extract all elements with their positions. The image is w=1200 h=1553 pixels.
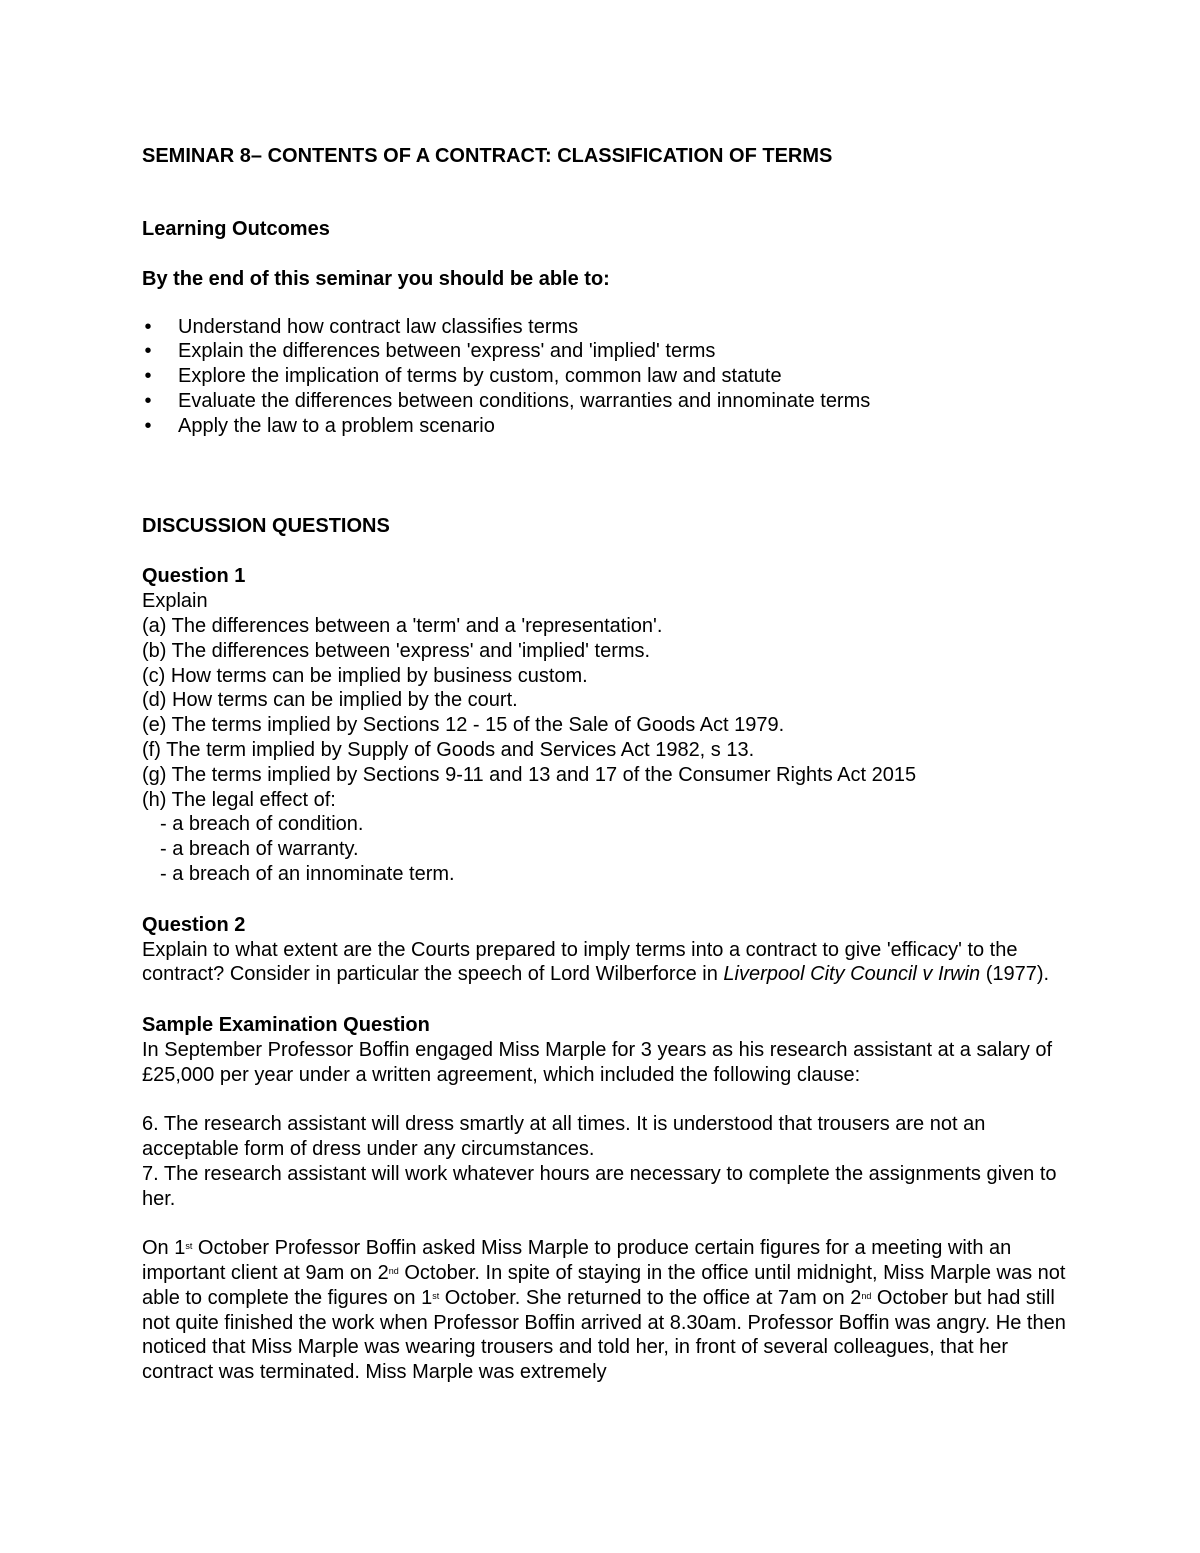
- ordinal-suffix: nd: [861, 1290, 872, 1301]
- learning-outcomes-intro: By the end of this seminar you should be able to:: [142, 267, 610, 290]
- scenario-text: October Professor Boffin asked Miss Marple to produce certain figures for a meeting with an important client at 9am on 2: [142, 1237, 1012, 1285]
- scenario-text: On 1: [142, 1237, 186, 1260]
- scenario-text: October but had still not quite finished the work when Professor Boffin arrived at 8.30am. Professor Boffin was angry. He then noticed that Miss Marple was wearing trousers and told her, in front of several colleagues, that her contract was terminated. Miss Marple was extremely: [142, 1286, 1066, 1384]
- ordinal-suffix: st: [432, 1290, 440, 1301]
- question-2-text: [142, 938, 1072, 988]
- learning-outcomes-heading: Learning Outcomes: [142, 218, 330, 240]
- question-2-text-before: Explain to what extent are the Courts prepared to imply terms into a contract to give 'efficacy' to the contract? Consider in particular the speech of Lord Wilberforce in: [142, 938, 1018, 986]
- scenario-paragraph: [142, 1236, 1072, 1385]
- spacer: [142, 1088, 1072, 1113]
- question-2-title: Question 2: [142, 913, 246, 936]
- sample-examination-question: [142, 1013, 1072, 1385]
- ordinal-suffix: nd: [388, 1266, 399, 1277]
- list-item-text: Explore the implication of terms by custom, common law and statute: [178, 365, 782, 388]
- list-item-text: Explain the differences between 'express' and 'implied' terms: [178, 340, 716, 363]
- question-1-item-e: (e) The terms implied by Sections 12 - 15 of the Sale of Goods Act 1979.: [142, 714, 785, 737]
- list-item: [142, 315, 1072, 340]
- question-1-item-g: (g) The terms implied by Sections 9-11 and 13 and 17 of the Consumer Rights Act 2015: [142, 763, 917, 786]
- spacer: [142, 1212, 1072, 1237]
- question-1-item-f: (f) The term implied by Supply of Goods and Services Act 1982, s 13.: [142, 738, 755, 761]
- question-2: [142, 913, 1072, 987]
- case-name: Liverpool City Council v Irwin: [723, 963, 981, 986]
- list-item: [142, 389, 1072, 414]
- question-1: [142, 564, 1072, 886]
- document-page: [142, 142, 1072, 1385]
- list-item-text: Understand how contract law classifies terms: [178, 315, 579, 338]
- list-item-text: Evaluate the differences between conditions, warranties and innominate terms: [178, 389, 871, 412]
- question-1-subitem: - a breach of warranty.: [160, 838, 359, 861]
- bullet-icon: •: [144, 340, 152, 363]
- scenario-text: October. In spite of staying in the office until midnight, Miss Marple was not able to complete the figures on 1: [142, 1262, 1066, 1309]
- discussion-questions-heading: DISCUSSION QUESTIONS: [142, 514, 390, 537]
- bullet-icon: •: [144, 315, 152, 338]
- bullet-icon: •: [144, 414, 152, 437]
- learning-outcomes-list: [142, 315, 1072, 439]
- question-1-item-c: (c) How terms can be implied by business custom.: [142, 664, 588, 687]
- question-2-text-after: (1977).: [980, 963, 1050, 986]
- list-item: [142, 414, 1072, 439]
- list-item: [142, 364, 1072, 389]
- list-item: [142, 339, 1072, 364]
- page-title: SEMINAR 8– CONTENTS OF A CONTRACT: CLASSIFICATION OF TERMS: [142, 145, 833, 167]
- list-item-text: Apply the law to a problem scenario: [178, 414, 495, 437]
- bullet-icon: •: [144, 365, 152, 388]
- question-1-title: Question 1: [142, 565, 246, 588]
- question-1-item-h: (h) The legal effect of:: [142, 788, 336, 811]
- question-1-subitem: - a breach of condition.: [160, 813, 364, 836]
- sample-question-intro: In September Professor Boffin engaged Miss Marple for 3 years as his research assistant at a salary of £25,000 per year under a written agreement, which included the following clause:: [142, 1038, 1053, 1086]
- question-1-item-b: (b) The differences between 'express' and 'implied' terms.: [142, 639, 651, 662]
- ordinal-suffix: st: [185, 1241, 193, 1252]
- sample-question-title: Sample Examination Question: [142, 1014, 430, 1037]
- question-1-item-a: (a) The differences between a 'term' and a 'representation'.: [142, 614, 663, 637]
- scenario-text: October. She returned to the office at 7am on 2: [439, 1286, 862, 1309]
- clause-7: 7. The research assistant will work whatever hours are necessary to complete the assignments given to her.: [142, 1162, 1057, 1210]
- clause-6: 6. The research assistant will dress smartly at all times. It is understood that trousers are not an acceptable form of dress under any circumstances.: [142, 1113, 986, 1161]
- question-1-subitem: - a breach of an innominate term.: [160, 862, 455, 885]
- bullet-icon: •: [144, 389, 152, 412]
- question-1-item-d: (d) How terms can be implied by the court.: [142, 689, 518, 712]
- question-1-intro: Explain: [142, 590, 208, 613]
